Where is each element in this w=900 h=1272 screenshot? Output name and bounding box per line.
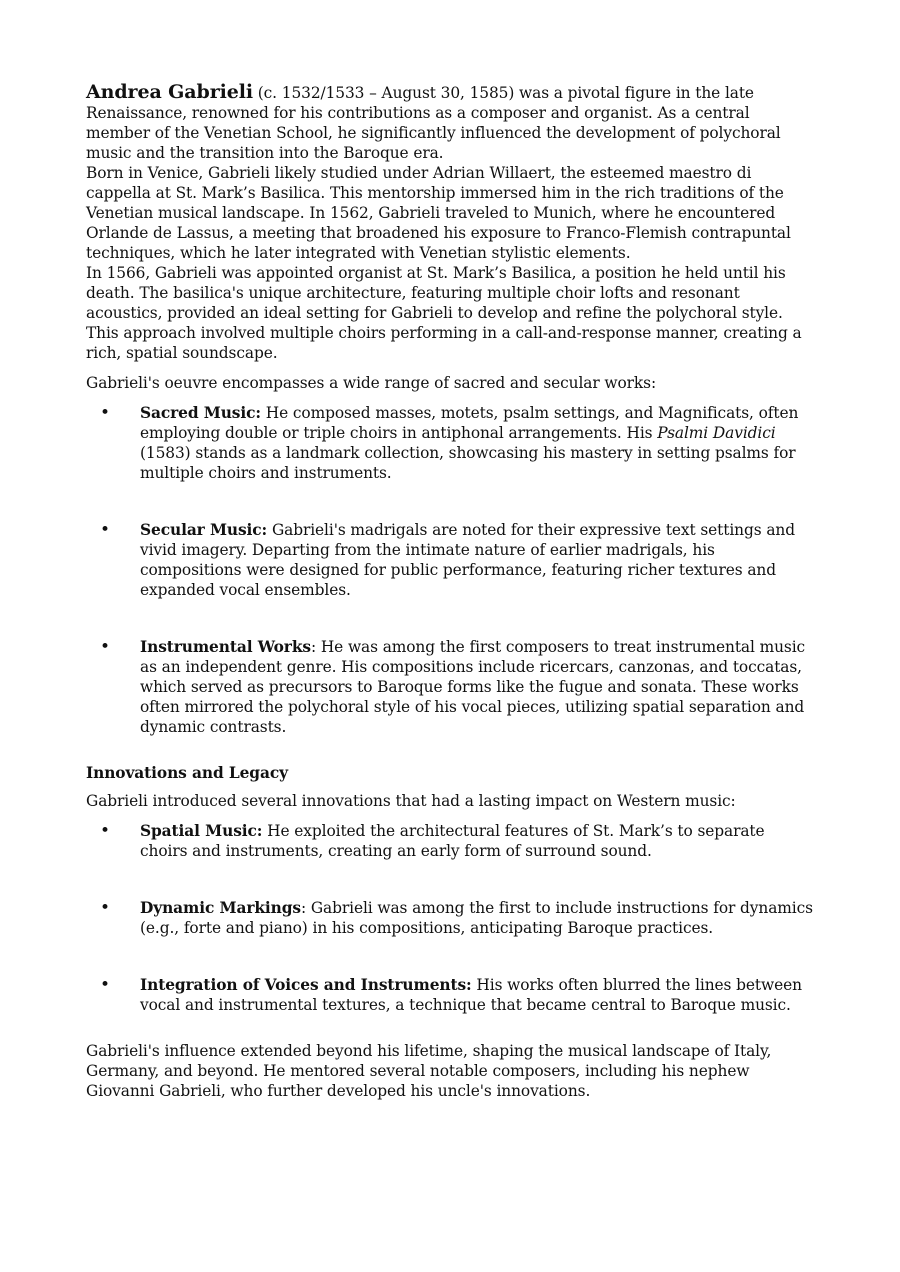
list-item: • Instrumental Works: He was among the first composers to treat instrumental music as an independent genre. His compositions include ricercars, canzonas, and toccatas, which served as precursors to Baroque forms like the fugue and sonata. These works often mirrored the polychoral style of his vocal pieces, utilizing spatial separation and dynamic contrasts. xyxy=(86,637,816,737)
oeuvre-paragraph: Gabrieli's oeuvre encompasses a wide range of sacred and secular works: xyxy=(86,374,657,392)
list-item: • Dynamic Markings: Gabrieli was among the first to include instructions for dynamics (e.g., forte and piano) in his compositions, anticipating Baroque practices. xyxy=(86,898,816,938)
works-list xyxy=(86,403,816,737)
list-item: • Integration of Voices and Instruments: His works often blurred the lines between vocal and instrumental textures, a technique that became central to Baroque music. xyxy=(86,975,816,1015)
innovations-lead: Gabrieli introduced several innovations that had a lasting impact on Western music: xyxy=(86,792,736,810)
organist-paragraph: In 1566, Gabrieli was appointed organist at St. Mark’s Basilica, a position he held until his death. The basilica's unique architecture, featuring multiple choir lofts and resonant acoustics, provided an ideal setting for Gabrieli to develop and refine the polychoral style. This approach involved multiple choirs performing in a call-and-response manner, creating a rich, spatial soundscape. xyxy=(86,264,802,362)
innovations-list xyxy=(86,821,816,1015)
section-heading: Innovations and Legacy xyxy=(86,764,288,782)
list-item-term: Spatial Music: xyxy=(140,822,263,840)
intro-text: (c. 1532/1533 – August 30, 1585) was a pivotal figure in the late Renaissance, renowned for his contributions as a composer and organist. As a central member of the Venetian School, he significantly influenced the development of polychoral music and the transition into the Baroque era. xyxy=(86,84,781,162)
document-body xyxy=(86,82,816,1101)
list-item-term: Dynamic Markings xyxy=(140,899,301,917)
list-item-term: Sacred Music: xyxy=(140,404,261,422)
work-title: Psalmi Davidici xyxy=(657,424,776,442)
early-life-paragraph: Born in Venice, Gabrieli likely studied under Adrian Willaert, the esteemed maestro di cappella at St. Mark’s Basilica. This mentorship immersed him in the rich traditions of the Venetian musical landscape. In 1562, Gabrieli traveled to Munich, where he encountered Orlande de Lassus, a meeting that broadened his exposure to Franco-Flemish contrapuntal techniques, which he later integrated with Venetian stylistic elements. xyxy=(86,164,791,262)
subject-name: Andrea Gabrieli xyxy=(86,81,253,103)
list-item-term: Integration of Voices and Instruments: xyxy=(140,976,472,994)
closing-paragraph: Gabrieli's influence extended beyond his lifetime, shaping the musical landscape of Italy, Germany, and beyond. He mentored several notable composers, including his nephew Giovanni Gabrieli, who further developed his uncle's innovations. xyxy=(86,1042,772,1100)
intro-paragraph xyxy=(86,82,816,163)
intro-section xyxy=(86,82,816,363)
list-item-term: Instrumental Works xyxy=(140,638,311,656)
list-item: • Spatial Music: He exploited the architectural features of St. Mark’s to separate choirs and instruments, creating an early form of surround sound. xyxy=(86,821,816,861)
list-item-term: Secular Music: xyxy=(140,521,268,539)
list-item: • Secular Music: Gabrieli's madrigals are noted for their expressive text settings and vivid imagery. Departing from the intimate nature of earlier madrigals, his compositions were designed for public performance, featuring richer textures and expanded vocal ensembles. xyxy=(86,520,816,600)
list-item: • Sacred Music: He composed masses, motets, psalm settings, and Magnificats, often employing double or triple choirs in antiphonal arrangements. His Psalmi Davidici (1583) stands as a landmark collection, showcasing his mastery in setting psalms for multiple choirs and instruments. xyxy=(86,403,816,483)
